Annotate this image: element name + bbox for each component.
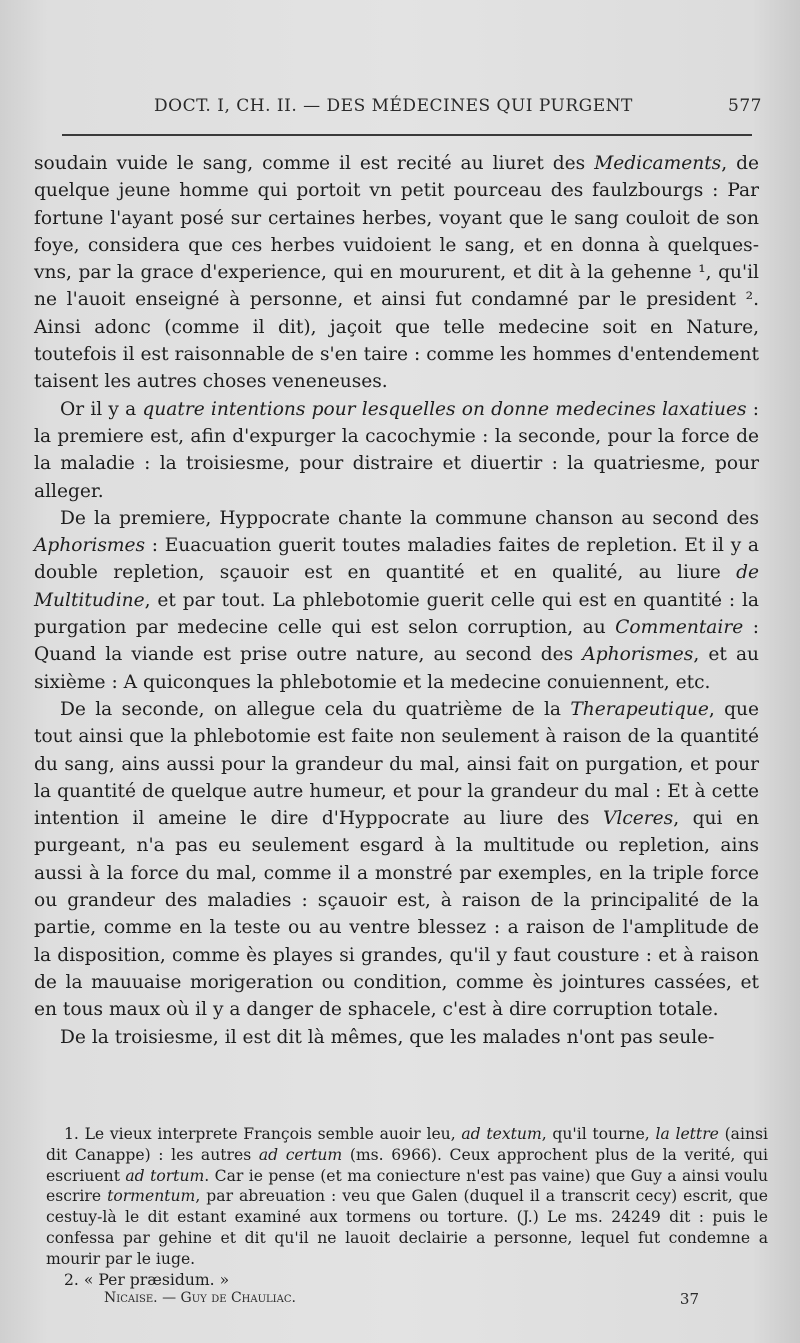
footnote-2: 2. « Per præsidum. »	[64, 1270, 230, 1289]
footnote-1: 1. Le vieux interprete François semble auoir leu, ad textum, qu'il tourne, la lettre (ainsi dit Canappe) : les autres ad certum (ms. 6966). Ceux approchent plus de la verité, qui escriuent ad tortum. Car ie pense (et ma coniecture n'est pas vaine) que Guy a ainsi voulu escrire tormentum, par abreuation : veu que Galen (duquel il a transcrit cecy) escrit, que cestuy-là le dit estant examiné aux tormens ou torture. (J.) Le ms. 24249 dit : puis le confessa par gehine et dit qu'il ne lauoit declairie a personne, lequel fut condemne a mourir par le iuge.	[46, 1125, 769, 1268]
paragraph-4: De la seconde, on allegue cela du quatrième de la Therapeutique, que tout ainsi que la phlebotomie est faite non seulement à raison de la quantité du sang, ains aussi pour la grandeur du mal, ainsi fait on purgation, et pour la quantité de quelque autre humeur, et pour la grandeur du mal : Et à cette intention il ameine le dire d'Hyppocrate au liure des Vlceres, qui en purgeant, n'a pas eu seulement esgard à la multitude ou repletion, ains aussi à la force du mal, comme il a monstré par exemples, en la triple force ou grandeur des maladies : sçauoir est, à raison de la principalité de la partie, comme en la teste ou au ventre blessez : a raison de l'amplitude de la disposition, comme ès playes si grandes, qu'il y faut cousture : et à raison de la mauuaise morigeration ou condition, comme ès jointures cassées, et en tous maux où il y a danger de sphacele, c'est à dire corruption totale.	[34, 698, 760, 1021]
main-text	[34, 150, 759, 1051]
running-head-title: DOCT. I, CH. II. — DES MÉDECINES QUI PURGENT	[154, 96, 633, 116]
signature-line	[104, 1290, 699, 1312]
header-rule	[62, 134, 752, 136]
running-head	[62, 96, 762, 124]
paragraph-2: Or il y a quatre intentions pour lesquelles on donne medecines laxatiues : la premiere est, afin d'expurger la cacochymie : la seconde, pour la force de la maladie : la troisiesme, pour distraire et diuertir : la quatriesme, pour alleger.	[34, 398, 759, 502]
footnotes	[46, 1124, 768, 1290]
signature-author: Nicaise. — Guy de Chauliac.	[104, 1290, 296, 1306]
signature-number: 37	[679, 1290, 699, 1308]
paragraph-5: De la troisiesme, il est dit là mêmes, que les malades n'ont pas seule-	[60, 1026, 715, 1048]
paragraph-3: De la premiere, Hyppocrate chante la commune chanson au second des Aphorismes : Euacuation guerit toutes maladies faites de repletion. Et il y a double repletion, sçauoir est en quantité et en qualité, au liure de Multitudine, et par tout. La phlebotomie guerit celle qui est en quantité : la purgation par medecine celle qui est selon corruption, au Commentaire : Quand la viande est prise outre nature, au second des Aphorismes, et au sixième : A quiconques la phlebotomie et la medecine conuiennent, etc.	[34, 507, 759, 693]
page-number: 577	[728, 96, 762, 116]
paragraph-1: soudain vuide le sang, comme il est recité au liuret des Medicaments, de quelque jeune homme qui portoit vn petit pourceau des faulzbourgs : Par fortune l'ayant posé sur certaines herbes, voyant que le sang couloit de son foye, considera que ces herbes vuidoient le sang, et en donna à quelques-vns, par la grace d'experience, qui en moururent, et dit à la gehenne ¹, qu'il ne l'auoit enseigné à personne, et ainsi fut condamné par le president ². Ainsi adonc (comme il dit), jaçoit que telle medecine soit en Nature, toutefois il est raisonnable de s'en taire : comme les hommes d'entendement taisent les autres choses veneneuses.	[34, 153, 760, 393]
